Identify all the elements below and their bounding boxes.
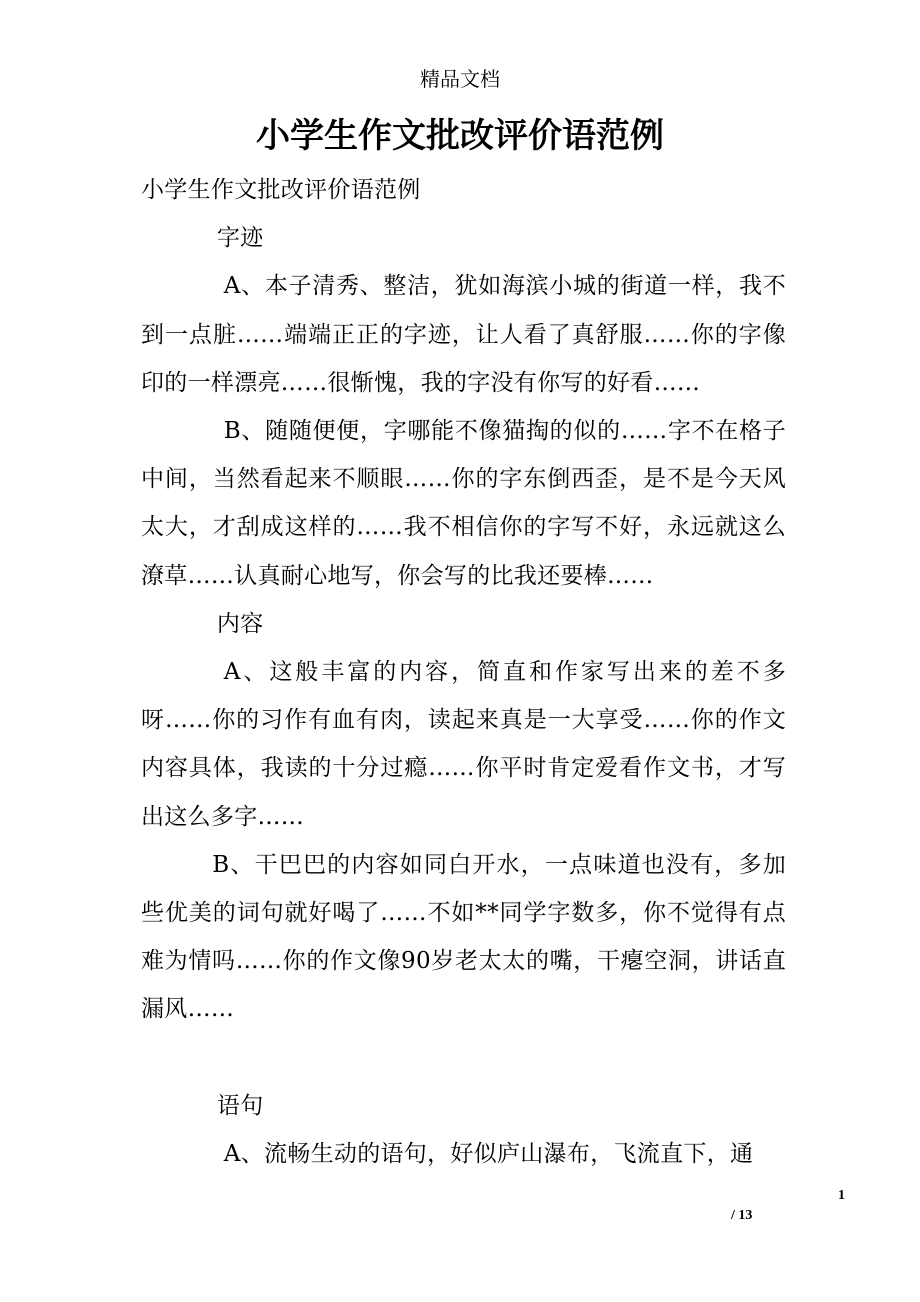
blank-line bbox=[141, 1034, 786, 1082]
paragraph-content-b: B、干巴巴的内容如同白开水，一点味道也没有，多加些优美的词句就好喝了……不如**同学字数多，你不觉得有点难为情吗……你的作文像90岁老太太的嘴，干瘪空洞，讲话直漏风…… bbox=[141, 851, 786, 1023]
page-total: / 13 bbox=[731, 1208, 753, 1223]
page-number: 1 bbox=[838, 1188, 845, 1203]
section-heading-handwriting: 字迹 bbox=[216, 225, 264, 252]
paragraph-handwriting-a: A、本子清秀、整洁，犹如海滨小城的街道一样，我不到一点脏……端端正正的字迹，让人看了真舒服……你的字像印的一样漂亮……很惭愧，我的字没有你写的好看…… bbox=[141, 273, 786, 396]
section-heading-content: 内容 bbox=[216, 610, 264, 637]
paragraph-handwriting-b: B、随随便便，字哪能不像猫掏的似的……字不在格子中间，当然看起来不顺眼……你的字东倒西歪，是不是今天风太大，才刮成这样的……我不相信你的字写不好，永远就这么潦草……认真耐心地写，你会写的比我还要棒…… bbox=[141, 418, 786, 589]
document-title: 小学生作文批改评价语范例 bbox=[256, 116, 664, 156]
section-heading-sentences: 语句 bbox=[216, 1092, 264, 1119]
document-body bbox=[141, 166, 786, 1178]
document-subtitle: 小学生作文批改评价语范例 bbox=[141, 177, 421, 203]
paragraph-content-a: A、这般丰富的内容，简直和作家写出来的差不多呀……你的习作有血有肉，读起来真是一大享受……你的作文内容具体，我读的十分过瘾……你平时肯定爱看作文书，才写出这么多字…… bbox=[141, 659, 786, 830]
page-header: 精品文档 bbox=[420, 67, 500, 91]
paragraph-sentences-a: A、流畅生动的语句，好似庐山瀑布，飞流直下，通 bbox=[223, 1141, 754, 1168]
